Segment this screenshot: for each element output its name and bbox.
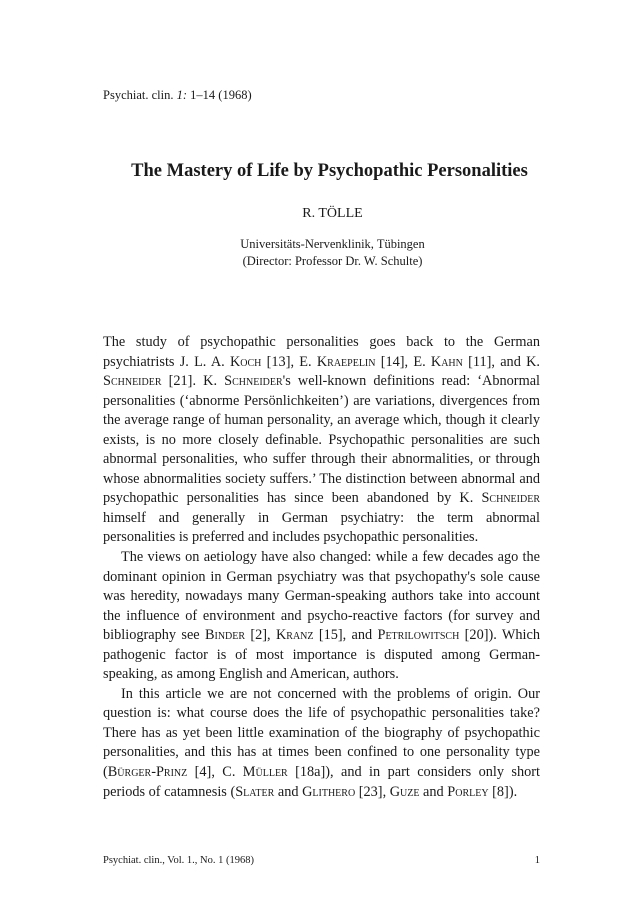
text-run: [2], [245,627,276,644]
text-run: [8]). [488,783,518,800]
author-citation: Müller [242,764,288,781]
text-run: The views on aetiology have also changed: while a few decades ago the dominant opinion in German psychiatry was that psychopathy's sole cause was heredity, nowadays many German-speaking authors take into account the influence of environment and psycho-reactive factors (for survey and bibliography see [103,549,540,644]
text-run: [13], E. [261,353,317,370]
author-citation: Kahn [430,353,463,370]
journal-volume: 1: [176,88,188,102]
author-affiliation [0,236,643,270]
article-body [103,333,540,802]
text-run: and [274,783,303,800]
author-citation: Glithero [302,783,356,800]
article-title: The Mastery of Life by Psychopathic Personalities [131,161,528,181]
author-citation: Schneider [224,373,283,390]
text-run: [21]. K. [161,373,225,390]
page-number: 1 [534,855,540,866]
body-paragraph-3 [103,685,540,802]
text-run: [15], and [313,627,378,644]
page-footer [103,855,540,866]
article-author: R. TÖLLE [302,206,363,221]
author-citation: Schneider [103,373,162,390]
author-citation: Petrilowitsch [377,627,460,644]
author-citation: Porley [447,783,489,800]
journal-reference [103,88,252,103]
text-run: In this article we are not concerned with the problems of origin. Our question is: what course does the life of psychopathic personalities take? There has as yet been little examination of the biography of psychopathic personalities, and this has at times been confined to one personality type ( [103,685,540,781]
author-citation: Schneider [481,490,540,507]
footer-citation: Psychiat. clin., Vol. 1., No. 1 (1968) [103,855,254,866]
body-paragraph-2 [103,548,540,685]
author-citation: Kranz [275,627,314,644]
affiliation-institution: Universitäts-Nervenklinik, Tübingen [240,237,425,251]
journal-name: Psychiat. clin. [103,88,177,102]
author-citation: Koch [229,353,262,370]
text-run: [20]). Which pathogenic factor is of most importance is disputed among German-speaking, as among English and American, authors. [103,627,540,683]
text-run: [11], and K. [462,353,540,370]
text-run: and [419,783,448,800]
body-paragraph-1 [103,333,540,548]
author-citation: Binder [204,627,246,644]
text-run: The study of psychopathic personalities goes back to the German psychiatrists J. L. A. [103,334,540,370]
text-run: [18a]), and in part considers only short periods of catamnesis ( [103,764,540,800]
author-citation: Slater [235,783,275,800]
author-citation: Bürger-Prinz [107,764,188,781]
author-citation: Guze [389,783,420,800]
text-run: [14], E. [375,353,431,370]
text-run: 's well-known definitions read: ‘Abnormal personalities (‘abnorme Persönlichkeiten’) are variations, divergences from the average range of human personality, an average which, though it clearly exists, is no more closely definable. Psychopathic personalities are such abnormal personalities, who suffer through their abnormalities, or through whose abnormalities society suffers.’ The distinction between abnormal and psychopathic personalities has since been abandoned by K. [103,373,541,507]
journal-pages: 1–14 (1968) [187,88,252,102]
affiliation-director: (Director: Professor Dr. W. Schulte) [242,254,423,268]
text-run: [23], [355,783,390,800]
author-citation: Kraepelin [316,353,376,370]
text-run: himself and generally in German psychiatry: the term abnormal personalities is preferred and includes psychopathic personalities. [103,509,540,546]
text-run: [4], C. [187,764,243,781]
